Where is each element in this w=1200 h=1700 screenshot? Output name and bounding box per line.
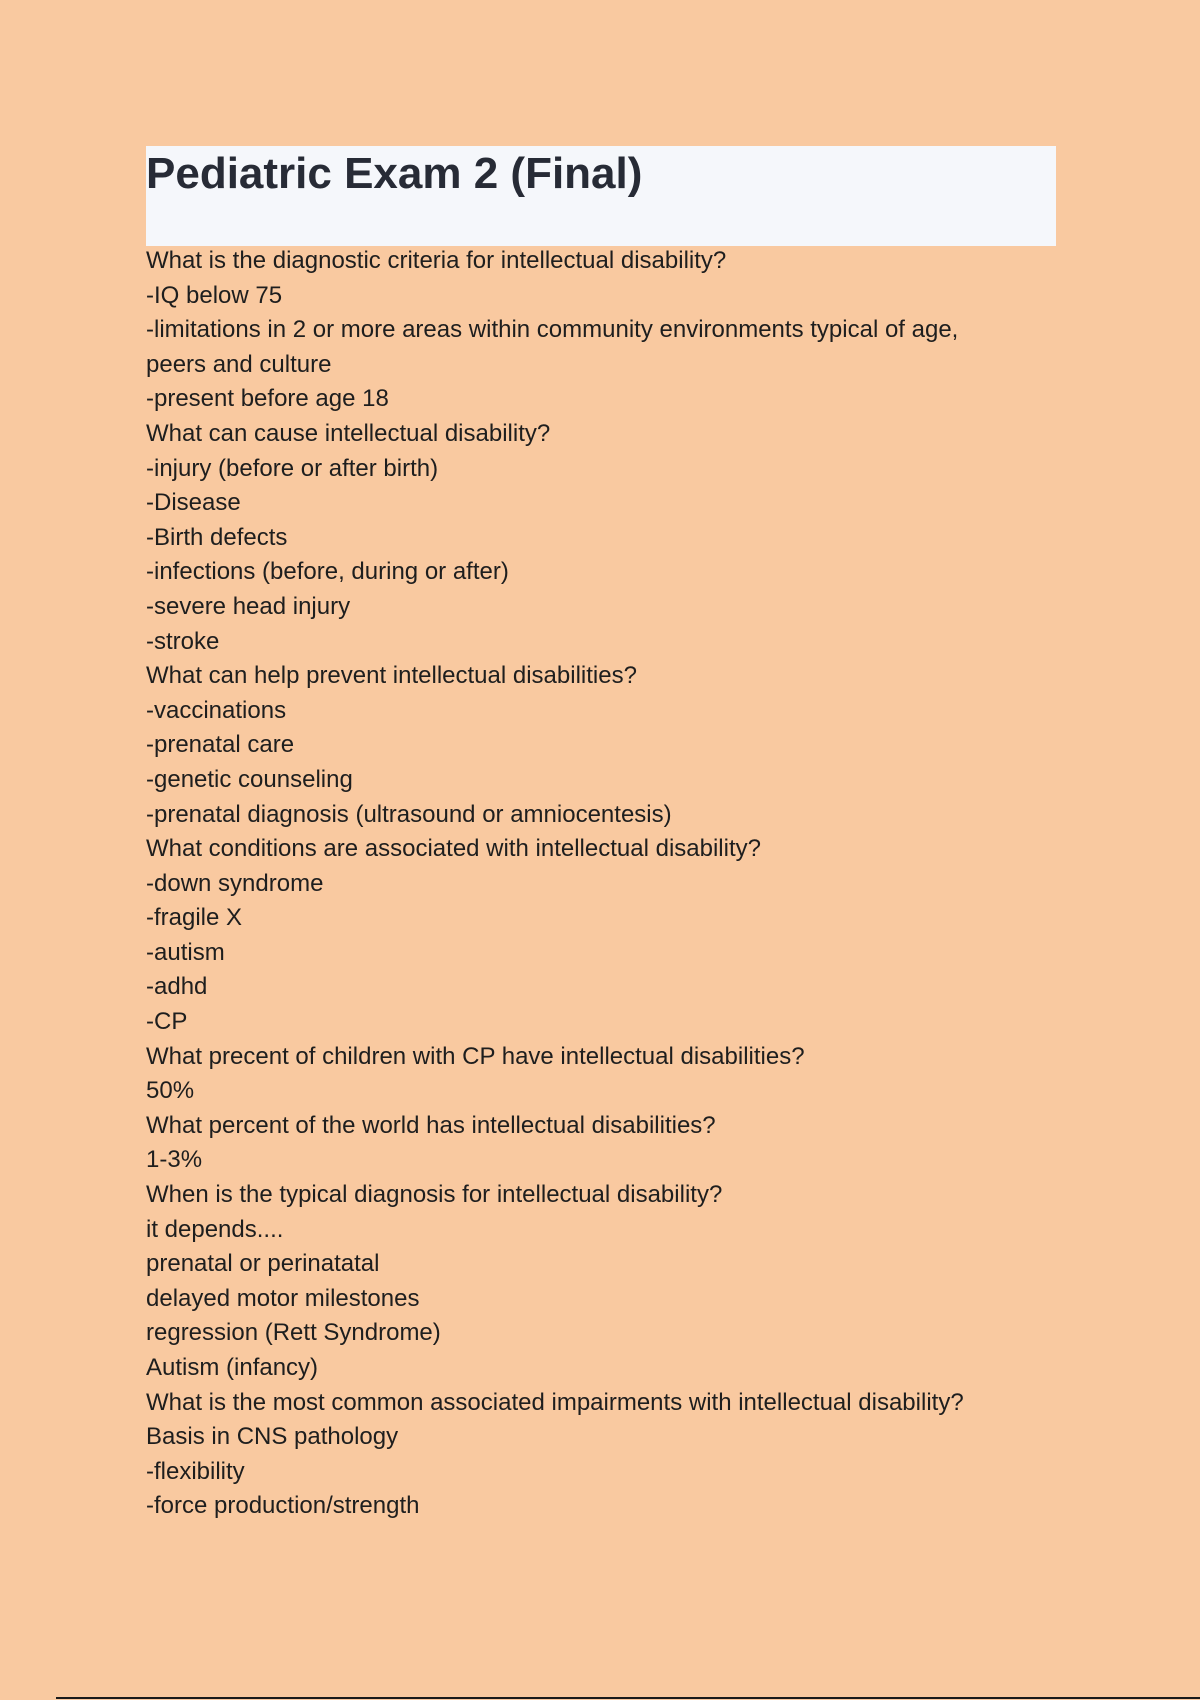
- answer-line: 50%: [146, 1077, 195, 1105]
- question-line: What is the diagnostic criteria for intellectual disability?: [146, 247, 727, 274]
- answer-line: -CP: [146, 1008, 188, 1036]
- question-line: What precent of children with CP have intellectual disabilities?: [146, 1042, 805, 1070]
- answer-line: -injury (before or after birth): [146, 454, 439, 482]
- question-line: What can help prevent intellectual disabilities?: [146, 662, 637, 690]
- question-line: What conditions are associated with intellectual disability?: [146, 835, 761, 863]
- answer-line: delayed motor milestones: [146, 1284, 420, 1312]
- answer-line: -limitations in 2 or more areas within community environments typical of age,: [146, 316, 959, 344]
- answer-line: -IQ below 75: [146, 281, 283, 309]
- question-line: What percent of the world has intellectual disabilities?: [146, 1111, 716, 1139]
- question-line: What is the most common associated impairments with intellectual disability?: [146, 1388, 964, 1416]
- answer-line: regression (Rett Syndrome): [146, 1319, 441, 1347]
- question-line: When is the typical diagnosis for intellectual disability?: [146, 1181, 723, 1209]
- answer-line: -severe head injury: [146, 592, 351, 620]
- answer-line: Basis in CNS pathology: [146, 1423, 399, 1451]
- answer-line: it depends....: [146, 1215, 284, 1243]
- answer-line: -stroke: [146, 627, 220, 655]
- answer-line: -adhd: [146, 973, 208, 1001]
- answer-line: -prenatal diagnosis (ultrasound or amniocentesis): [146, 800, 672, 828]
- answer-line: -Disease: [146, 489, 241, 517]
- answer-line: -down syndrome: [146, 869, 324, 897]
- answer-line: -fragile X: [146, 904, 243, 932]
- document-title: Pediatric Exam 2 (Final): [146, 149, 643, 198]
- document-body: [146, 244, 1046, 1524]
- answer-line: prenatal or perinatatal: [146, 1250, 380, 1278]
- answer-line: -autism: [146, 938, 225, 966]
- answer-line: Autism (infancy): [146, 1354, 319, 1381]
- answer-line: -prenatal care: [146, 731, 295, 759]
- answer-line: -vaccinations: [146, 696, 287, 724]
- answer-line: -present before age 18: [146, 385, 389, 413]
- question-line: What can cause intellectual disability?: [146, 419, 551, 447]
- answer-line: 1-3%: [146, 1146, 203, 1174]
- answer-line: -infections (before, during or after): [146, 558, 509, 586]
- answer-line: -force production/strength: [146, 1492, 420, 1520]
- answer-line: -flexibility: [146, 1457, 245, 1485]
- answer-line: peers and culture: [146, 350, 332, 378]
- bottom-divider: [56, 1697, 1200, 1699]
- answer-line: -Birth defects: [146, 523, 288, 551]
- answer-line: -genetic counseling: [146, 765, 353, 793]
